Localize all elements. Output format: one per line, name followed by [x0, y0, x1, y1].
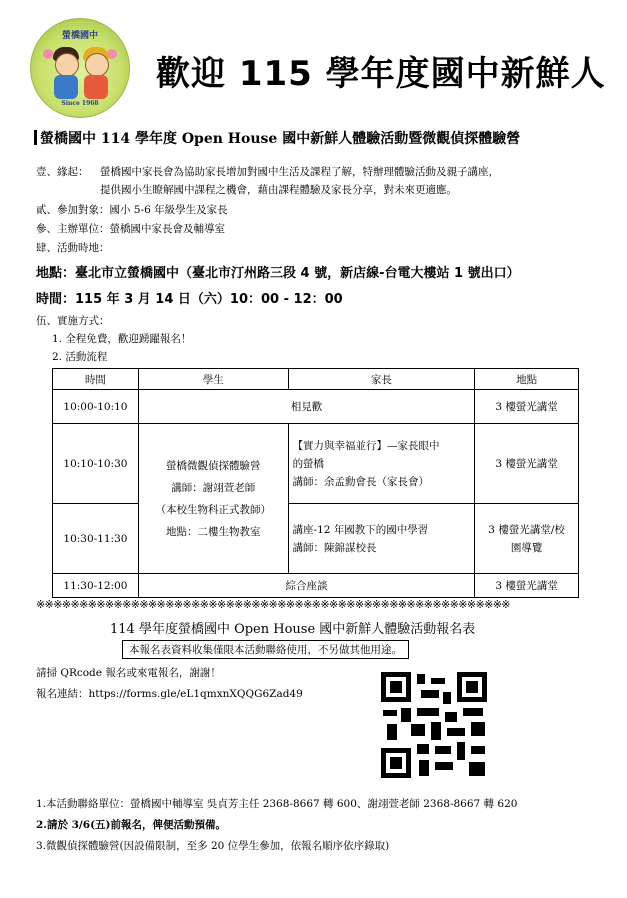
- header-parent: 家長: [288, 369, 475, 390]
- student-activity: [138, 424, 288, 574]
- page-title: 螢橋國中 114 學年度 Open House 國中新鮮人體驗活動暨微觀偵探體驗營: [40, 131, 521, 147]
- parent-line2: 的螢橋: [292, 457, 325, 470]
- note-deadline: 2.請於 3/6(五)前報名，俾便活動預備。: [36, 819, 226, 831]
- row-place: [475, 504, 579, 574]
- row-time: 10:00-10:10: [53, 390, 139, 424]
- logo-footer: Since 1968: [61, 100, 99, 107]
- organizer-line: 參、主辦單位：螢橋國中家長會及輔導室: [36, 223, 225, 235]
- row-merged: 相見歡: [138, 390, 474, 424]
- note-contact: 1.本活動聯絡單位：螢橋國中輔導室 吳貞芳主任 2368-8667 轉 600、謝翊萱老師 2368-8667 轉 620: [36, 798, 518, 810]
- method-label: 伍、實施方式：: [36, 315, 110, 327]
- time-label: 肆、活動時地：: [36, 242, 110, 254]
- form-title: 114 學年度螢橋國中 Open House 國中新鮮人體驗活動報名表: [110, 622, 476, 637]
- parent-session: [288, 504, 475, 574]
- student-line4: 地點：二樓生物教室: [165, 525, 261, 538]
- student-line3: （本校生物科正式教師）: [155, 503, 271, 516]
- divider: ※※※※※※※※※※※※※※※※※※※※※※※※※※※※※※※※※※※※※※※※※※※※※※※※※※※※※※※: [36, 598, 510, 611]
- school-logo: [30, 18, 130, 118]
- table-row: [53, 424, 579, 504]
- table-row: [53, 504, 579, 574]
- target-line: 貳、參加對象：國小 5-6 年級學生及家長: [36, 204, 228, 216]
- row-place: 3 樓螢光講堂: [475, 424, 579, 504]
- registration-link[interactable]: 報名連結：https://forms.gle/eL1qmxnXQQG6Zad49: [36, 688, 303, 700]
- schedule-table: [52, 368, 579, 598]
- row-time: 10:10-10:30: [53, 424, 139, 504]
- parent-line1: 講座-12 年國教下的國中學習: [292, 523, 429, 536]
- note-capacity: 3.微觀偵探體驗營(因設備限制，至多 20 位學生參加，依報名順序依序錄取): [36, 840, 390, 852]
- table-row: [53, 574, 579, 598]
- header-student: 學生: [138, 369, 288, 390]
- table-row: [53, 390, 579, 424]
- row-place: 3 樓螢光講堂: [475, 390, 579, 424]
- row-place: 3 樓螢光講堂: [475, 574, 579, 598]
- row-time: 10:30-11:30: [53, 504, 139, 574]
- qr-code[interactable]: [381, 672, 487, 778]
- place-line1: 3 樓螢光講堂/校: [488, 523, 565, 536]
- logo-text: 螢橋國中: [61, 31, 98, 41]
- parent-line1: 【實力與幸福並行】—家長眼中: [292, 439, 440, 452]
- origin-line1: 螢橋國中家長會為協助家長增加對國中生活及課程了解，特辦理體驗活動及親子講座，: [100, 166, 499, 178]
- place-line2: 園導覽: [510, 541, 543, 554]
- origin-label: 壹、緣起：: [36, 166, 89, 178]
- header-time: 時間: [53, 369, 139, 390]
- parent-line3: 講師：余孟勳會長（家長會）: [292, 475, 430, 488]
- parent-session: [288, 424, 475, 504]
- datetime-line: 時間：115 年 3 月 14 日（六）10：00 - 12：00: [36, 292, 343, 307]
- headline: 歡迎 115 學年度國中新鮮人: [156, 54, 606, 94]
- row-time: 11:30-12:00: [53, 574, 139, 598]
- table-header-row: [53, 369, 579, 390]
- privacy-notice: 本報名表資料收集僅限本活動聯絡使用，不另做其他用途。: [122, 640, 409, 659]
- scan-instruction: 請掃 QRcode 報名或來電報名，謝謝！: [36, 667, 221, 679]
- location-line: 地點：臺北市立螢橋國中（臺北市汀州路三段 4 號，新店線-台電大樓站 1 號出口）: [36, 266, 520, 281]
- header-place: 地點: [475, 369, 579, 390]
- row-merged: 綜合座談: [138, 574, 474, 598]
- origin-line2: 提供國小生瞭解國中課程之機會，藉由課程體驗及家長分享，對未來更適應。: [100, 184, 457, 196]
- student-line2: 講師：謝翊萱老師: [171, 481, 256, 494]
- title-bar: [34, 130, 37, 145]
- student-line1: 螢橋微觀偵探體驗營: [165, 459, 261, 472]
- parent-line2: 講師：陳錦謀校長: [292, 541, 377, 554]
- method-2: 2. 活動流程: [52, 351, 108, 363]
- method-1: 1. 全程免費，歡迎踴躍報名！: [52, 333, 192, 345]
